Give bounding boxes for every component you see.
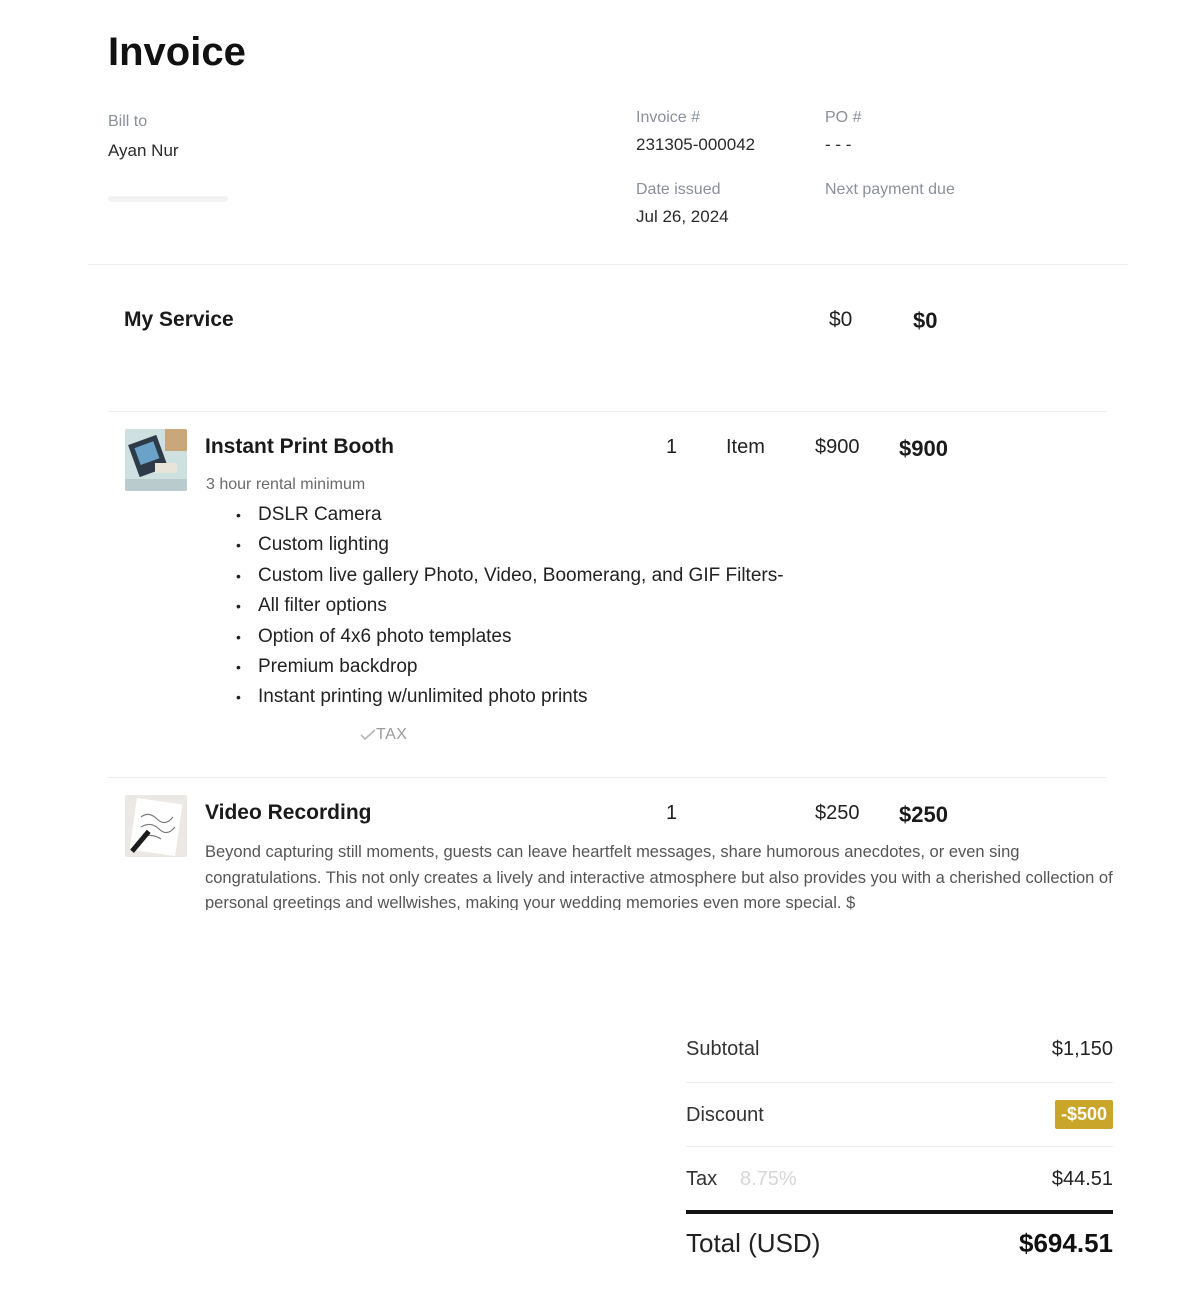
list-item: • Premium backdrop <box>236 655 418 677</box>
discount-label: Discount <box>686 1104 764 1126</box>
tax-rate: 8.75% <box>740 1168 797 1190</box>
section-amount: $0 <box>913 308 938 333</box>
tax-label: Tax <box>686 1168 718 1190</box>
summary-divider <box>686 1082 1113 1083</box>
subtotal-value: $1,150 <box>1051 1038 1113 1060</box>
list-item: • Option of 4x6 photo templates <box>236 625 512 647</box>
checkmark-icon <box>360 729 376 741</box>
header-divider <box>88 264 1128 265</box>
bill-to-name: Ayan Nur <box>108 141 179 160</box>
item-note: 3 hour rental minimum <box>206 476 366 493</box>
item-unit: Item <box>726 436 765 458</box>
next-payment-label: Next payment due <box>825 181 955 198</box>
list-item: • Instant printing w/unlimited photo prints <box>236 686 588 708</box>
item-amount: $900 <box>899 436 948 461</box>
guestbook-note-icon <box>125 795 187 857</box>
item-divider <box>108 777 1106 778</box>
invoice-number-label: Invoice # <box>636 109 701 126</box>
po-number-value: - - - <box>825 135 852 154</box>
item-amount: $250 <box>899 802 948 827</box>
date-issued-value: Jul 26, 2024 <box>636 207 729 226</box>
po-number-label: PO # <box>825 109 862 126</box>
item-name: Instant Print Booth <box>205 435 394 458</box>
feature-list <box>236 500 784 713</box>
tax-value: $44.51 <box>1051 1168 1113 1190</box>
total-label: Total (USD) <box>686 1228 821 1258</box>
photo-booth-icon <box>125 429 187 491</box>
total-divider <box>686 1210 1113 1214</box>
list-item: • Custom live gallery Photo, Video, Boomerang, and GIF Filters- <box>236 564 784 586</box>
subtotal-label: Subtotal <box>686 1038 760 1060</box>
item-name: Video Recording <box>205 801 372 824</box>
date-issued-label: Date issued <box>636 181 721 198</box>
bill-to-label: Bill to <box>108 113 148 130</box>
section-rate: $0 <box>829 308 853 331</box>
item-rate: $250 <box>815 802 860 824</box>
tax-flag-label: TAX <box>376 726 408 743</box>
item-rate: $900 <box>815 436 860 458</box>
discount-badge: -$500 <box>1055 1100 1113 1129</box>
summary-divider <box>686 1146 1113 1147</box>
total-value: $694.51 <box>1019 1228 1113 1258</box>
invoice-number-value: 231305-000042 <box>636 135 756 154</box>
page-title: Invoice <box>108 30 246 74</box>
section-divider <box>108 411 1106 412</box>
tax-indicator <box>360 726 407 744</box>
item-description: Beyond capturing still moments, guests can leave heartfelt messages, share humorous anecdotes, or even sing congratulations. This not only creates a lively and interactive atmosphere but also provides you with a cherished collection of personal greetings and wellwishes, making your wedding memories even more special. $ <box>205 843 1113 910</box>
list-item: • All filter options <box>236 595 387 617</box>
item-qty: 1 <box>666 802 678 824</box>
list-item: • Custom lighting <box>236 534 389 556</box>
redacted-address <box>108 196 228 202</box>
section-title: My Service <box>124 308 234 331</box>
list-item: • DSLR Camera <box>236 504 382 525</box>
item-qty: 1 <box>666 436 678 458</box>
